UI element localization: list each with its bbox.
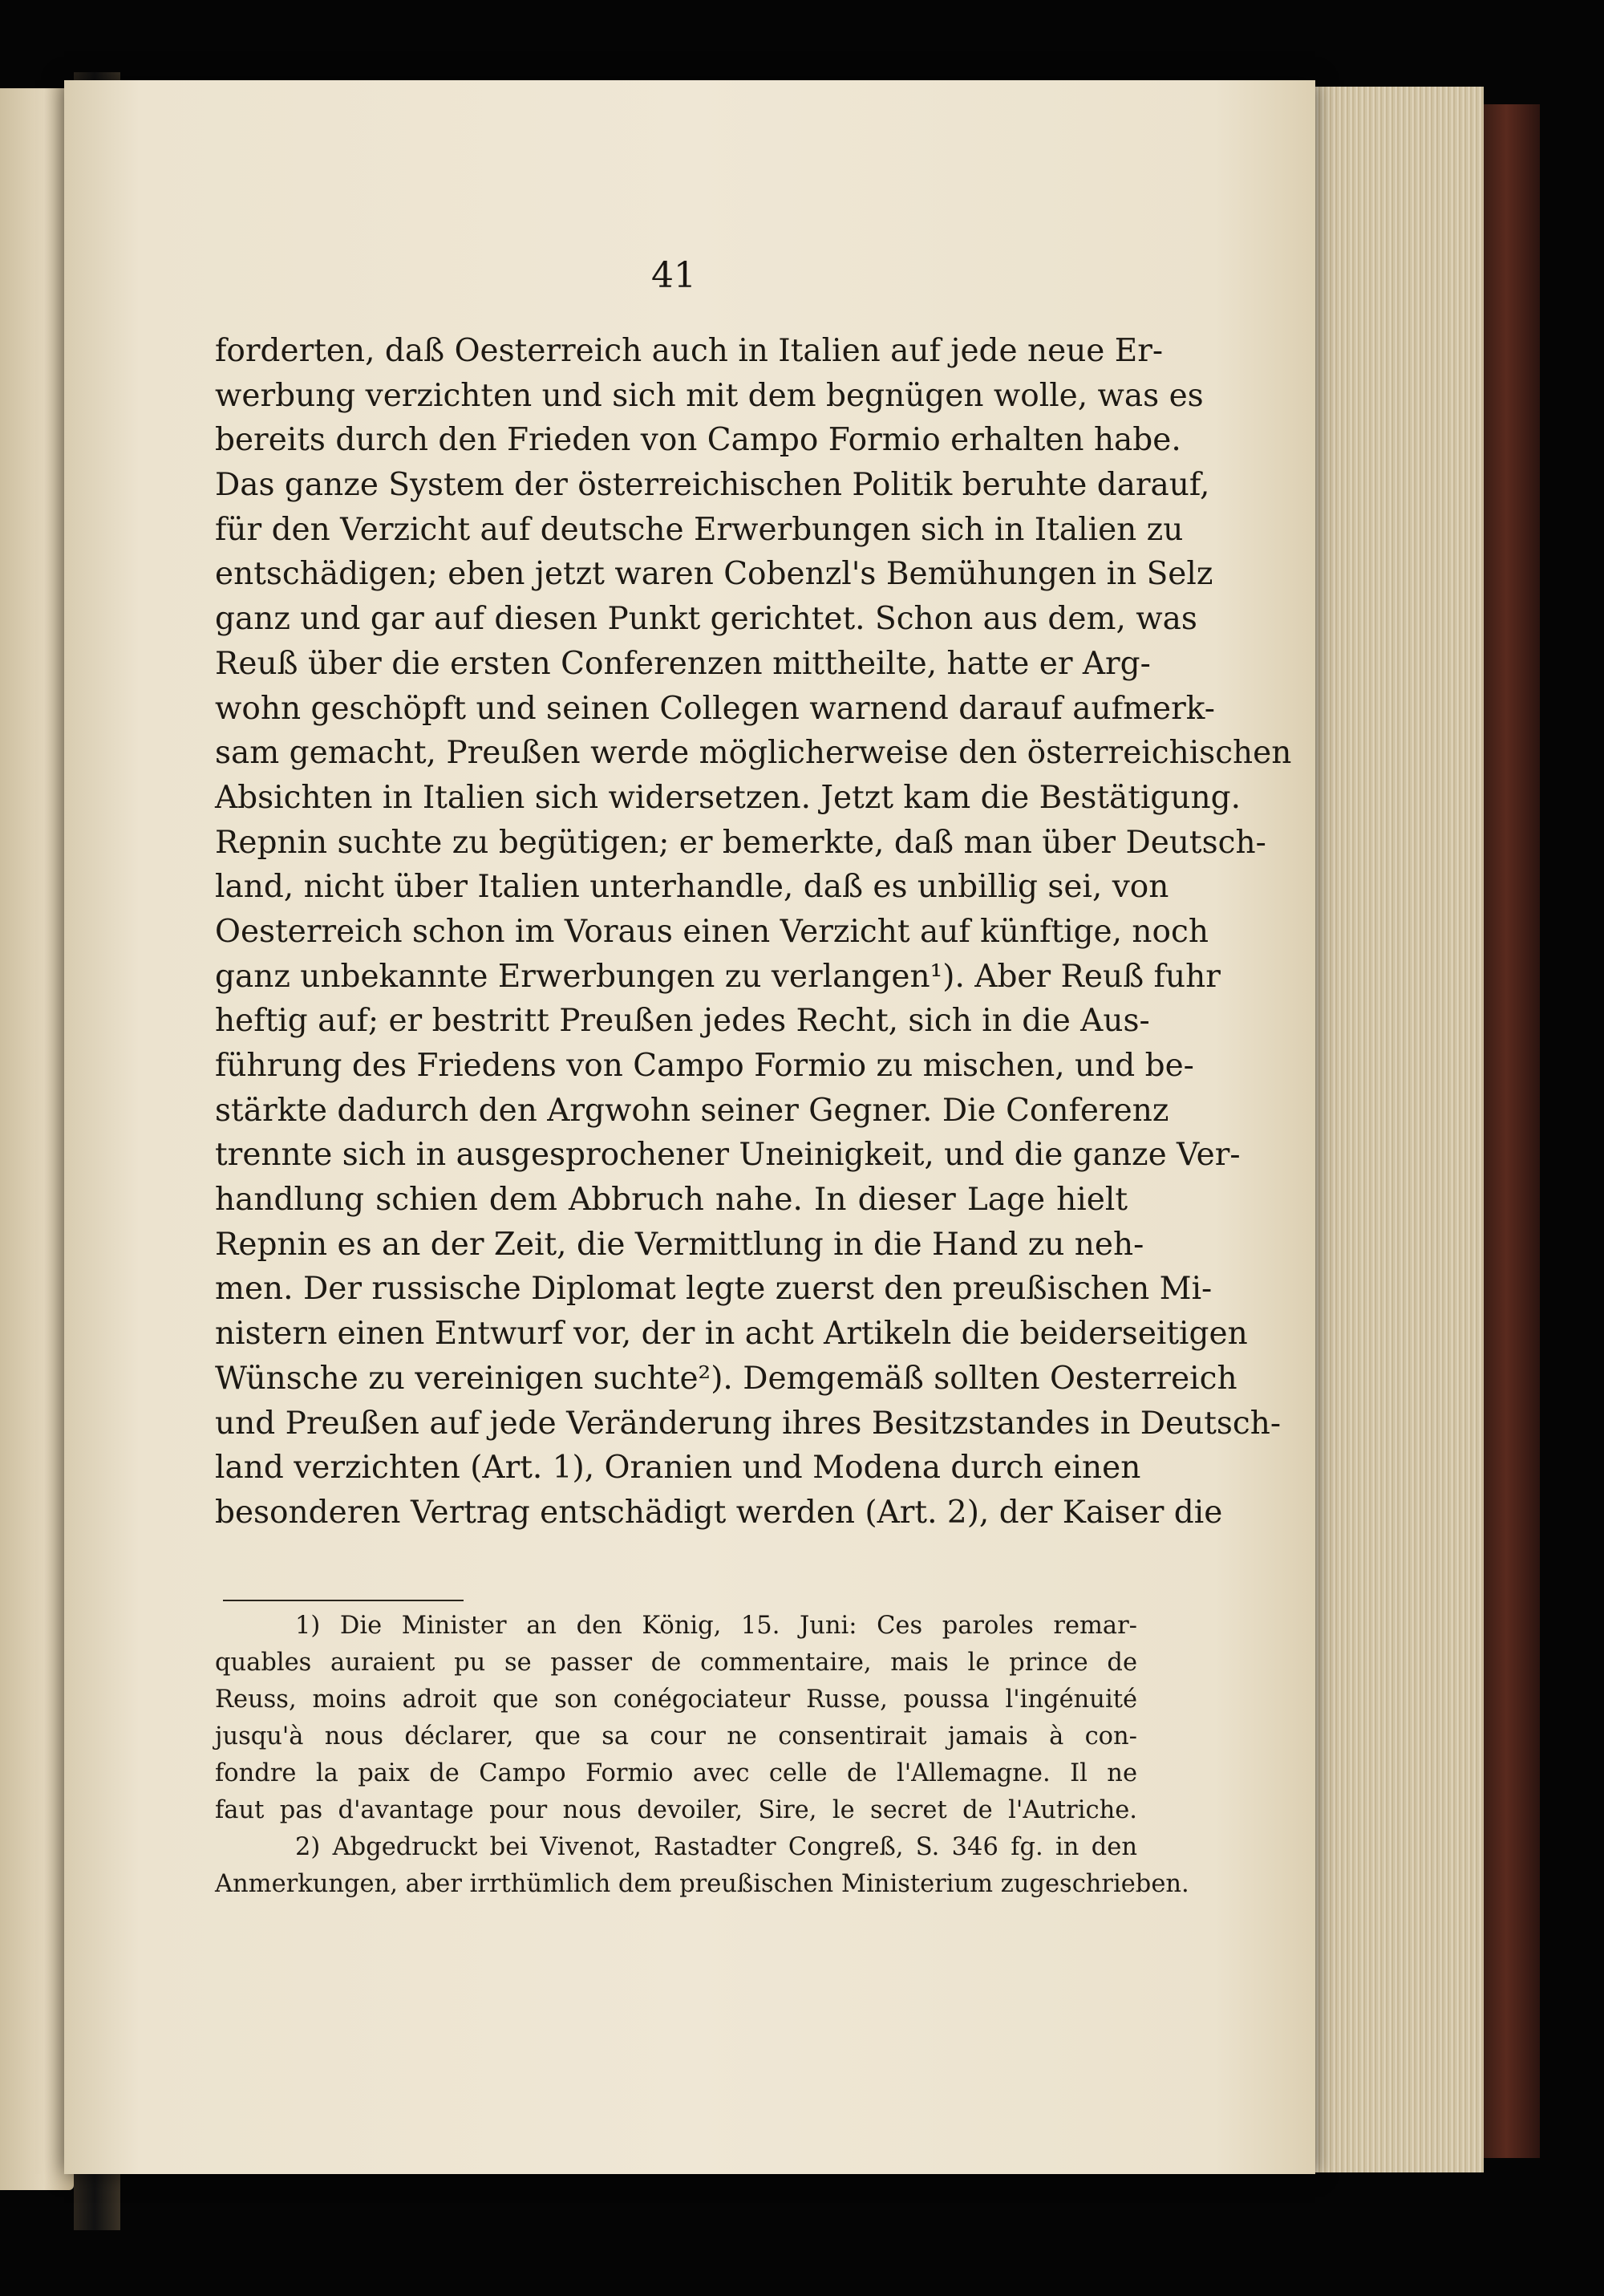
text-line: men. Der russische Diplomat legte zuerst den preußischen Mi- xyxy=(215,1271,1213,1308)
left-page-edge xyxy=(0,88,74,2190)
footnotes xyxy=(215,1608,1189,1903)
text-line: trennte sich in ausgesprochener Uneinigkeit, und die ganze Ver- xyxy=(215,1137,1241,1174)
footnote-divider xyxy=(223,1600,464,1601)
text-line: Reuß über die ersten Conferenzen mittheilte, hatte er Arg- xyxy=(215,645,1151,682)
text-line: entschädigen; eben jetzt waren Cobenzl's Bemühungen in Selz xyxy=(215,556,1213,593)
text-line: Repnin suchte zu begütigen; er bemerkte, daß man über Deutsch- xyxy=(215,824,1266,861)
text-line: stärkte dadurch den Argwohn seiner Gegner. Die Conferenz xyxy=(215,1092,1169,1129)
text-line: nistern einen Entwurf vor, der in acht Artikeln die beiderseitigen xyxy=(215,1316,1248,1353)
text-line: besonderen Vertrag entschädigt werden (Art. 2), der Kaiser die xyxy=(215,1494,1223,1531)
text-line: bereits durch den Frieden von Campo Formio erhalten habe. xyxy=(215,422,1181,459)
text-line: Repnin es an der Zeit, die Vermittlung in die Hand zu neh- xyxy=(215,1226,1144,1263)
footnote-line: 2) Abgedruckt bei Vivenot, Rastadter Congreß, S. 346 fg. in den xyxy=(295,1833,1137,1861)
text-line: Wünsche zu vereinigen suchte²). Demgemäß sollten Oesterreich xyxy=(215,1360,1237,1397)
text-line: land, nicht über Italien unterhandle, daß es unbillig sei, von xyxy=(215,869,1169,906)
text-line: Das ganze System der österreichischen Politik beruhte darauf, xyxy=(215,467,1210,504)
body-text xyxy=(215,329,1292,1535)
text-line: ganz unbekannte Erwerbungen zu verlangen¹). Aber Reuß fuhr xyxy=(215,958,1221,995)
text-line: wohn geschöpft und seinen Collegen warnend darauf aufmerk- xyxy=(215,690,1215,727)
text-line: forderten, daß Oesterreich auch in Italien auf jede neue Er- xyxy=(215,333,1164,369)
text-line: Oesterreich schon im Voraus einen Verzicht auf künftige, noch xyxy=(215,913,1209,950)
footnote-line: Anmerkungen, aber irrthümlich dem preußischen Ministerium zugeschrieben. xyxy=(215,1870,1189,1898)
text-line: und Preußen auf jede Veränderung ihres Besitzstandes in Deutsch- xyxy=(215,1405,1282,1442)
footnote-line: jusqu'à nous déclarer, que sa cour ne consentirait jamais à con- xyxy=(215,1722,1137,1750)
text-line: führung des Friedens von Campo Formio zu mischen, und be- xyxy=(215,1048,1194,1084)
footnote-line: 1) Die Minister an den König, 15. Juni: Ces paroles remar- xyxy=(295,1612,1137,1640)
text-line: heftig auf; er bestritt Preußen jedes Recht, sich in die Aus- xyxy=(215,1003,1150,1040)
text-line: werbung verzichten und sich mit dem begnügen wolle, was es xyxy=(215,377,1204,414)
page-block-edge xyxy=(1315,87,1484,2172)
text-line: handlung schien dem Abbruch nahe. In dieser Lage hielt xyxy=(215,1182,1128,1219)
text-line: Absichten in Italien sich widersetzen. Jetzt kam die Bestätigung. xyxy=(215,779,1241,816)
footnote-line: Reuss, moins adroit que son conégociateur Russe, poussa l'ingénuité xyxy=(215,1685,1137,1714)
book-cover-edge xyxy=(1484,104,1540,2158)
text-line: für den Verzicht auf deutsche Erwerbungen sich in Italien zu xyxy=(215,511,1184,548)
text-line: land verzichten (Art. 1), Oranien und Modena durch einen xyxy=(215,1450,1141,1487)
text-line: ganz und gar auf diesen Punkt gerichtet. Schon aus dem, was xyxy=(215,601,1197,638)
text-line: sam gemacht, Preußen werde möglicherweise den österreichischen xyxy=(215,735,1292,772)
footnote-line: fondre la paix de Campo Formio avec celle de l'Allemagne. Il ne xyxy=(215,1759,1137,1787)
footnote-line: quables auraient pu se passer de commentaire, mais le prince de xyxy=(215,1649,1137,1677)
page-number: 41 xyxy=(651,255,696,296)
footnote-line: faut pas d'avantage pour nous devoiler, Sire, le secret de l'Autriche. xyxy=(215,1796,1137,1824)
